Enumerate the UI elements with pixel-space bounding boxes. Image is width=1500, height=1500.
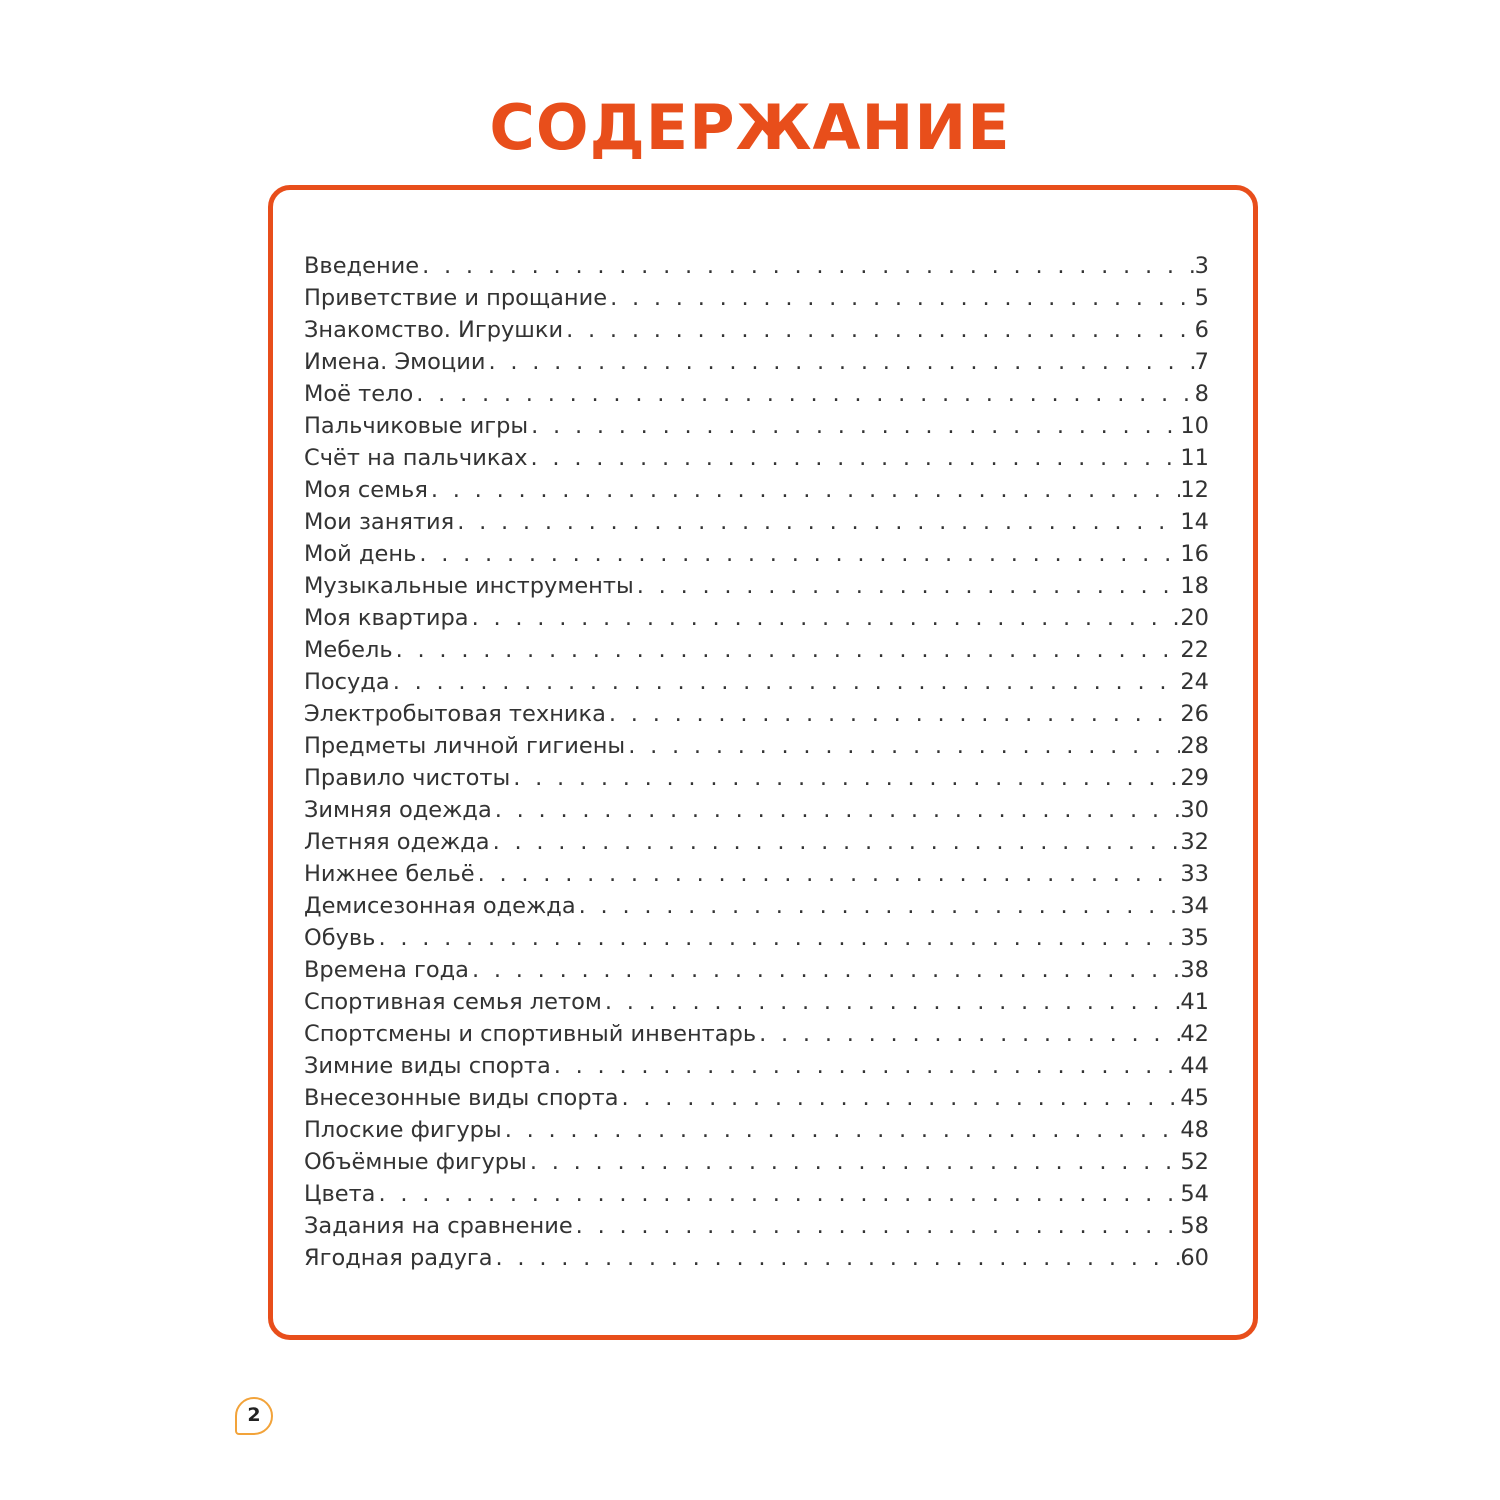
toc-entry-page: 24 [1180, 669, 1209, 695]
toc-dot-leader [490, 826, 1181, 858]
toc-entry-title: Знакомство. Игрушки [304, 317, 564, 343]
toc-entry[interactable] [304, 442, 1209, 474]
toc-entry-page: 18 [1180, 573, 1209, 599]
toc-entry-title: Моё тело [304, 381, 414, 407]
toc-entry-title: Предметы личной гигиены [304, 733, 626, 759]
toc-entry[interactable] [304, 826, 1209, 858]
toc-entry-page: 44 [1180, 1053, 1209, 1079]
toc-entry[interactable] [304, 922, 1209, 954]
toc-dot-leader [607, 282, 1195, 314]
toc-dot-leader [510, 762, 1180, 794]
toc-dot-leader [375, 1178, 1180, 1210]
toc-entry-title: Задания на сравнение [304, 1213, 573, 1239]
toc-dot-leader [375, 922, 1180, 954]
toc-entry[interactable] [304, 1242, 1209, 1274]
toc-entry-title: Нижнее бельё [304, 861, 475, 887]
toc-entry-title: Мои занятия [304, 509, 455, 535]
toc-dot-leader [413, 378, 1194, 410]
toc-entry-page: 10 [1180, 413, 1209, 439]
toc-entry-title: Летняя одежда [304, 829, 490, 855]
toc-entry[interactable] [304, 474, 1209, 506]
toc-entry-page: 22 [1180, 637, 1209, 663]
toc-entry-page: 3 [1194, 253, 1209, 279]
toc-dot-leader [469, 954, 1180, 986]
toc-entry[interactable] [304, 794, 1209, 826]
toc-entry-page: 8 [1194, 381, 1209, 407]
toc-dot-leader [625, 730, 1180, 762]
toc-entry-page: 45 [1180, 1085, 1209, 1111]
toc-entry[interactable] [304, 1146, 1209, 1178]
toc-entry[interactable] [304, 570, 1209, 602]
toc-entry-page: 34 [1180, 893, 1209, 919]
toc-entry-title: Плоские фигуры [304, 1117, 502, 1143]
toc-entry-title: Счёт на пальчиках [304, 445, 528, 471]
toc-entry[interactable] [304, 378, 1209, 410]
toc-list [304, 250, 1209, 1274]
toc-dot-leader [492, 794, 1181, 826]
toc-entry[interactable] [304, 890, 1209, 922]
toc-dot-leader [551, 1050, 1181, 1082]
toc-entry[interactable] [304, 698, 1209, 730]
toc-entry-page: 12 [1180, 477, 1209, 503]
toc-entry-page: 20 [1180, 605, 1209, 631]
toc-entry-page: 29 [1180, 765, 1209, 791]
toc-dot-leader [419, 250, 1195, 282]
toc-entry-page: 54 [1180, 1181, 1209, 1207]
toc-entry[interactable] [304, 730, 1209, 762]
toc-dot-leader [393, 634, 1181, 666]
toc-entry[interactable] [304, 314, 1209, 346]
toc-entry-page: 42 [1180, 1021, 1209, 1047]
toc-entry-title: Введение [304, 253, 420, 279]
toc-entry-title: Мебель [304, 637, 393, 663]
toc-entry-title: Спортивная семья летом [304, 989, 602, 1015]
toc-entry-page: 35 [1180, 925, 1209, 951]
toc-entry-page: 60 [1180, 1245, 1209, 1271]
page-number-badge: 2 [235, 1397, 273, 1435]
toc-entry[interactable] [304, 410, 1209, 442]
toc-entry-page: 48 [1180, 1117, 1209, 1143]
toc-entry-page: 32 [1180, 829, 1209, 855]
toc-dot-leader [576, 890, 1181, 922]
toc-entry-page: 26 [1180, 701, 1209, 727]
toc-dot-leader [502, 1114, 1181, 1146]
toc-dot-leader [573, 1210, 1181, 1242]
toc-dot-leader [563, 314, 1195, 346]
toc-entry-page: 52 [1180, 1149, 1209, 1175]
toc-entry[interactable] [304, 986, 1209, 1018]
toc-entry-title: Внесезонные виды спорта [304, 1085, 619, 1111]
toc-entry-title: Электробытовая техника [304, 701, 606, 727]
toc-entry-title: Музыкальные инструменты [304, 573, 634, 599]
toc-entry-page: 7 [1194, 349, 1209, 375]
toc-entry-title: Демисезонная одежда [304, 893, 576, 919]
toc-entry-page: 5 [1194, 285, 1209, 311]
toc-dot-leader [606, 698, 1180, 730]
toc-entry[interactable] [304, 762, 1209, 794]
toc-entry[interactable] [304, 1210, 1209, 1242]
toc-dot-leader [634, 570, 1181, 602]
toc-dot-leader [619, 1082, 1181, 1114]
toc-dot-leader [485, 346, 1194, 378]
toc-entry-title: Приветствие и прощание [304, 285, 608, 311]
toc-entry[interactable] [304, 666, 1209, 698]
toc-entry-page: 33 [1180, 861, 1209, 887]
toc-entry-title: Пальчиковые игры [304, 413, 529, 439]
toc-entry-page: 58 [1180, 1213, 1209, 1239]
toc-entry[interactable] [304, 634, 1209, 666]
toc-entry-title: Мой день [304, 541, 417, 567]
toc-entry[interactable] [304, 954, 1209, 986]
toc-entry[interactable] [304, 282, 1209, 314]
page-title: СОДЕРЖАНИЕ [489, 91, 1011, 164]
toc-entry[interactable] [304, 1018, 1209, 1050]
toc-dot-leader [475, 858, 1181, 890]
toc-entry-page: 28 [1180, 733, 1209, 759]
toc-dot-leader [527, 1146, 1181, 1178]
toc-entry-page: 6 [1194, 317, 1209, 343]
toc-entry[interactable] [304, 250, 1209, 282]
toc-entry-page: 30 [1180, 797, 1209, 823]
toc-entry-title: Спортсмены и спортивный инвентарь [304, 1021, 757, 1047]
toc-entry[interactable] [304, 858, 1209, 890]
toc-entry[interactable] [304, 602, 1209, 634]
toc-entry[interactable] [304, 346, 1209, 378]
toc-dot-leader [416, 538, 1180, 570]
toc-entry[interactable] [304, 1082, 1209, 1114]
toc-entry-title: Правило чистоты [304, 765, 511, 791]
toc-dot-leader [428, 474, 1181, 506]
toc-entry[interactable] [304, 1178, 1209, 1210]
toc-entry-title: Моя квартира [304, 605, 469, 631]
toc-dot-leader [390, 666, 1181, 698]
toc-entry-title: Зимние виды спорта [304, 1053, 551, 1079]
toc-entry-page: 16 [1180, 541, 1209, 567]
toc-dot-leader [528, 410, 1180, 442]
toc-entry-title: Посуда [304, 669, 390, 695]
toc-entry-title: Времена года [304, 957, 469, 983]
toc-entry-title: Имена. Эмоции [304, 349, 486, 375]
toc-entry-title: Обувь [304, 925, 376, 951]
toc-entry[interactable] [304, 1050, 1209, 1082]
toc-entry[interactable] [304, 538, 1209, 570]
toc-entry[interactable] [304, 506, 1209, 538]
toc-entry-title: Цвета [304, 1181, 376, 1207]
toc-dot-leader [528, 442, 1181, 474]
toc-entry-title: Зимняя одежда [304, 797, 492, 823]
toc-entry-title: Моя семья [304, 477, 428, 503]
toc-dot-leader [469, 602, 1181, 634]
toc-dot-leader [756, 1018, 1180, 1050]
toc-entry[interactable] [304, 1114, 1209, 1146]
toc-dot-leader [454, 506, 1180, 538]
toc-dot-leader [493, 1242, 1181, 1274]
toc-entry-page: 14 [1180, 509, 1209, 535]
toc-entry-title: Ягодная радуга [304, 1245, 493, 1271]
toc-entry-title: Объёмные фигуры [304, 1149, 527, 1175]
toc-entry-page: 41 [1180, 989, 1209, 1015]
toc-entry-page: 11 [1180, 445, 1209, 471]
toc-dot-leader [602, 986, 1181, 1018]
toc-entry-page: 38 [1180, 957, 1209, 983]
